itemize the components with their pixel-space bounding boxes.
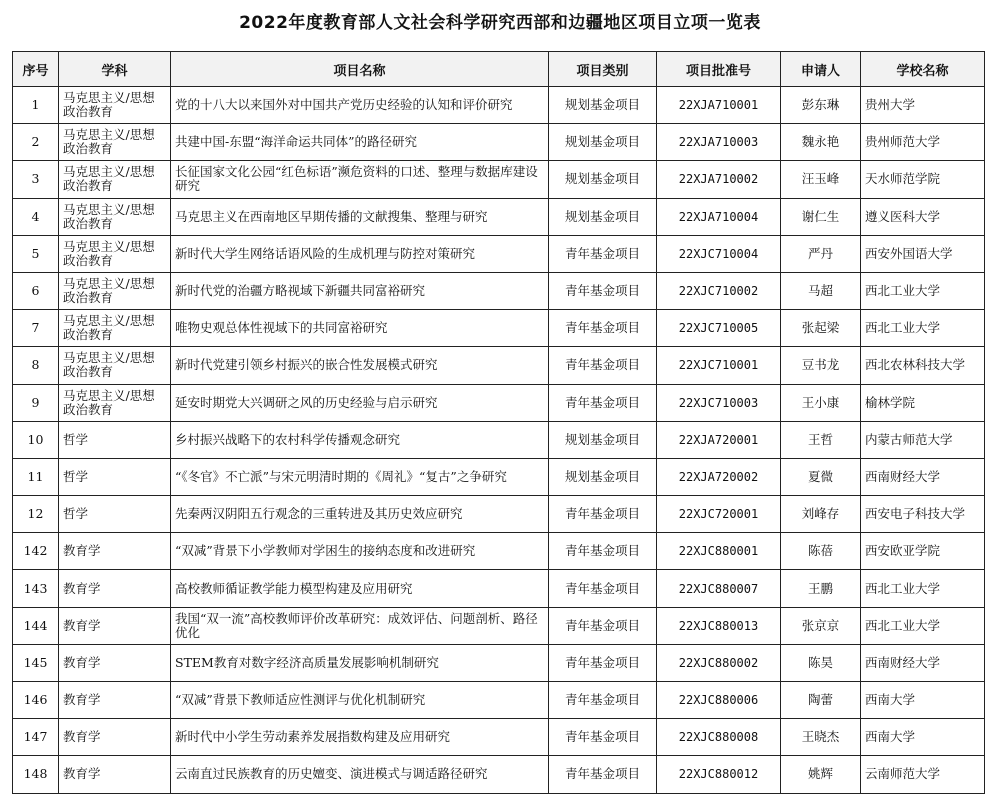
row-applicant: 王鹏 [781,570,861,607]
row-project-name: 新时代大学生网络话语风险的生成机理与防控对策研究 [171,235,549,272]
row-school: 西南财经大学 [861,458,985,495]
row-number: 3 [13,161,59,198]
column-header-category: 项目类别 [549,52,657,87]
table-row [13,124,985,161]
row-subject: 哲学 [59,421,171,458]
row-number: 10 [13,421,59,458]
row-project-name: 新时代党建引领乡村振兴的嵌合性发展模式研究 [171,347,549,384]
row-approval-number: 22XJA710001 [657,87,781,124]
table-row [13,272,985,309]
row-approval-number: 22XJC880001 [657,533,781,570]
row-subject: 马克思主义/思想政治教育 [59,198,171,235]
row-number: 6 [13,272,59,309]
row-category: 青年基金项目 [549,384,657,421]
row-applicant: 王哲 [781,421,861,458]
row-applicant: 王小康 [781,384,861,421]
row-category: 规划基金项目 [549,421,657,458]
row-school: 西安电子科技大学 [861,496,985,533]
row-project-name: 乡村振兴战略下的农村科学传播观念研究 [171,421,549,458]
row-project-name: 长征国家文化公园“红色标语”濒危资料的口述、整理与数据库建设研究 [171,161,549,198]
row-number: 147 [13,719,59,756]
row-school: 西北工业大学 [861,570,985,607]
row-applicant: 张京京 [781,607,861,644]
row-category: 青年基金项目 [549,644,657,681]
table-row [13,161,985,198]
row-applicant: 夏微 [781,458,861,495]
table-row [13,235,985,272]
row-school: 遵义医科大学 [861,198,985,235]
row-category: 青年基金项目 [549,496,657,533]
row-category: 青年基金项目 [549,682,657,719]
table-row [13,644,985,681]
row-applicant: 姚辉 [781,756,861,793]
row-category: 青年基金项目 [549,533,657,570]
column-header-no: 序号 [13,52,59,87]
row-subject: 教育学 [59,756,171,793]
row-school: 西安外国语大学 [861,235,985,272]
row-number: 143 [13,570,59,607]
row-subject: 哲学 [59,458,171,495]
row-number: 146 [13,682,59,719]
row-subject: 马克思主义/思想政治教育 [59,161,171,198]
row-subject: 马克思主义/思想政治教育 [59,87,171,124]
row-category: 青年基金项目 [549,272,657,309]
row-applicant: 汪玉峰 [781,161,861,198]
table-row [13,198,985,235]
row-project-name: 新时代中小学生劳动素养发展指数构建及应用研究 [171,719,549,756]
row-approval-number: 22XJC710003 [657,384,781,421]
table-row [13,682,985,719]
row-project-name: “双减”背景下教师适应性测评与优化机制研究 [171,682,549,719]
row-project-name: 高校教师循证教学能力模型构建及应用研究 [171,570,549,607]
row-project-name: 共建中国-东盟“海洋命运共同体”的路径研究 [171,124,549,161]
row-category: 青年基金项目 [549,347,657,384]
row-number: 4 [13,198,59,235]
table-row [13,384,985,421]
row-category: 规划基金项目 [549,458,657,495]
row-subject: 马克思主义/思想政治教育 [59,384,171,421]
row-subject: 马克思主义/思想政治教育 [59,124,171,161]
table-row [13,756,985,793]
row-approval-number: 22XJA720001 [657,421,781,458]
table-row [13,496,985,533]
row-project-name: 马克思主义在西南地区早期传播的文献搜集、整理与研究 [171,198,549,235]
project-table [12,51,985,794]
column-header-approval-number: 项目批准号 [657,52,781,87]
page-title: 2022年度教育部人文社会科学研究西部和边疆地区项目立项一览表 [239,13,761,33]
row-category: 规划基金项目 [549,87,657,124]
row-subject: 教育学 [59,682,171,719]
row-school: 西南大学 [861,719,985,756]
row-project-name: 云南直过民族教育的历史嬗变、演进模式与调适路径研究 [171,756,549,793]
row-project-name: “《冬官》不亡派”与宋元明清时期的《周礼》“复古”之争研究 [171,458,549,495]
row-applicant: 陶蕾 [781,682,861,719]
row-school: 贵州大学 [861,87,985,124]
row-approval-number: 22XJC710002 [657,272,781,309]
row-school: 西南大学 [861,682,985,719]
row-subject: 教育学 [59,570,171,607]
table-row [13,458,985,495]
table-row [13,719,985,756]
row-number: 145 [13,644,59,681]
row-applicant: 刘峰存 [781,496,861,533]
row-subject: 教育学 [59,719,171,756]
row-number: 5 [13,235,59,272]
row-applicant: 陈昊 [781,644,861,681]
row-approval-number: 22XJA710004 [657,198,781,235]
row-subject: 教育学 [59,607,171,644]
row-project-name: 延安时期党大兴调研之风的历史经验与启示研究 [171,384,549,421]
row-applicant: 豆书龙 [781,347,861,384]
row-school: 西北工业大学 [861,310,985,347]
row-applicant: 王晓杰 [781,719,861,756]
row-subject: 哲学 [59,496,171,533]
table-row [13,421,985,458]
row-project-name: “双减”背景下小学教师对学困生的接纳态度和改进研究 [171,533,549,570]
row-project-name: 先秦两汉阴阳五行观念的三重转进及其历史效应研究 [171,496,549,533]
row-approval-number: 22XJC710001 [657,347,781,384]
row-number: 148 [13,756,59,793]
row-subject: 马克思主义/思想政治教育 [59,235,171,272]
row-number: 1 [13,87,59,124]
row-category: 青年基金项目 [549,310,657,347]
table-row [13,533,985,570]
row-category: 青年基金项目 [549,570,657,607]
row-subject: 教育学 [59,644,171,681]
table-row [13,87,985,124]
row-category: 青年基金项目 [549,607,657,644]
row-number: 12 [13,496,59,533]
column-header-applicant: 申请人 [781,52,861,87]
row-subject: 马克思主义/思想政治教育 [59,272,171,309]
row-number: 144 [13,607,59,644]
row-approval-number: 22XJC880013 [657,607,781,644]
row-number: 9 [13,384,59,421]
row-approval-number: 22XJC710005 [657,310,781,347]
column-header-project-name: 项目名称 [171,52,549,87]
row-category: 规划基金项目 [549,124,657,161]
row-category: 规划基金项目 [549,198,657,235]
row-school: 西北工业大学 [861,272,985,309]
row-project-name: 党的十八大以来国外对中国共产党历史经验的认知和评价研究 [171,87,549,124]
row-project-name: STEM教育对数字经济高质量发展影响机制研究 [171,644,549,681]
row-approval-number: 22XJC880008 [657,719,781,756]
row-school: 西安欧亚学院 [861,533,985,570]
row-category: 青年基金项目 [549,235,657,272]
row-school: 云南师范大学 [861,756,985,793]
row-approval-number: 22XJC880007 [657,570,781,607]
row-applicant: 陈蓓 [781,533,861,570]
row-number: 7 [13,310,59,347]
row-approval-number: 22XJA720002 [657,458,781,495]
row-approval-number: 22XJC710004 [657,235,781,272]
column-header-school: 学校名称 [861,52,985,87]
row-number: 142 [13,533,59,570]
row-subject: 教育学 [59,533,171,570]
table-row [13,310,985,347]
row-school: 内蒙古师范大学 [861,421,985,458]
row-school: 榆林学院 [861,384,985,421]
row-applicant: 魏永艳 [781,124,861,161]
row-subject: 马克思主义/思想政治教育 [59,347,171,384]
row-project-name: 唯物史观总体性视域下的共同富裕研究 [171,310,549,347]
row-school: 西北工业大学 [861,607,985,644]
row-subject: 马克思主义/思想政治教育 [59,310,171,347]
row-category: 规划基金项目 [549,161,657,198]
table-row [13,347,985,384]
header-row [13,52,985,87]
row-school: 天水师范学院 [861,161,985,198]
row-approval-number: 22XJC880002 [657,644,781,681]
row-number: 11 [13,458,59,495]
row-school: 西南财经大学 [861,644,985,681]
row-approval-number: 22XJA710002 [657,161,781,198]
row-project-name: 我国“双一流”高校教师评价改革研究：成效评估、问题剖析、路径优化 [171,607,549,644]
row-applicant: 彭东琳 [781,87,861,124]
row-approval-number: 22XJC880012 [657,756,781,793]
row-approval-number: 22XJA710003 [657,124,781,161]
row-category: 青年基金项目 [549,719,657,756]
row-applicant: 马超 [781,272,861,309]
row-school: 贵州师范大学 [861,124,985,161]
table-row [13,570,985,607]
row-category: 青年基金项目 [549,756,657,793]
column-header-subject: 学科 [59,52,171,87]
row-approval-number: 22XJC720001 [657,496,781,533]
row-school: 西北农林科技大学 [861,347,985,384]
row-number: 2 [13,124,59,161]
row-applicant: 严丹 [781,235,861,272]
row-number: 8 [13,347,59,384]
row-applicant: 谢仁生 [781,198,861,235]
row-project-name: 新时代党的治疆方略视域下新疆共同富裕研究 [171,272,549,309]
row-applicant: 张起梁 [781,310,861,347]
table-row [13,607,985,644]
row-approval-number: 22XJC880006 [657,682,781,719]
